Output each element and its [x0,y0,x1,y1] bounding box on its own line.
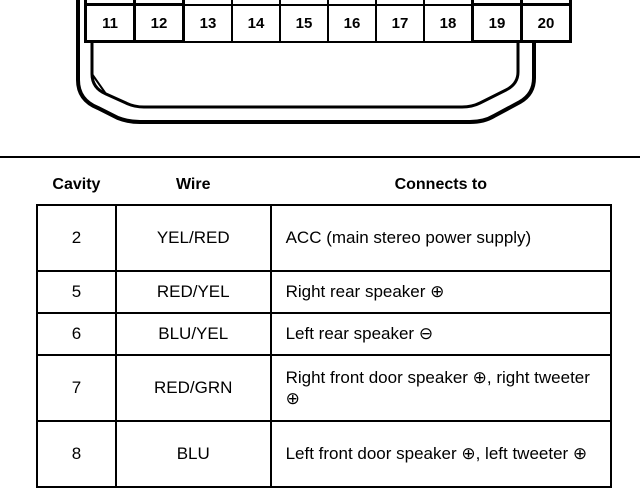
cell-connects-to: Right rear speaker ⊕ [271,271,611,313]
cell-cavity: 8 [37,421,116,487]
pin-cell: 18 [424,5,473,42]
cell-wire: RED/YEL [116,271,271,313]
cell-wire: RED/GRN [116,355,271,421]
wire-table-header-row [37,170,611,205]
wire-table-body [37,205,611,487]
pin-cell: 13 [184,5,233,42]
table-row [37,313,611,355]
cell-cavity: 2 [37,205,116,271]
cell-cavity: 6 [37,313,116,355]
pin-cell: 11 [86,5,135,42]
column-header-connects-to: Connects to [394,176,488,193]
pin-cell: 12 [135,5,184,42]
column-header-cavity: Cavity [52,176,101,193]
pin-grid [84,0,572,43]
table-row [37,271,611,313]
pin-cell: 17 [376,5,424,42]
pin-cell: 14 [232,5,280,42]
pin-cell: 15 [280,5,328,42]
cell-cavity: 7 [37,355,116,421]
column-header-wire: Wire [175,176,211,193]
wire-table-wrap [0,170,640,488]
cell-wire: YEL/RED [116,205,271,271]
wire-table [36,170,612,488]
table-row [37,205,611,271]
table-row [37,355,611,421]
cell-wire: BLU [116,421,271,487]
wire-table-head [37,170,611,205]
pin-row-bottom [86,5,571,42]
cell-connects-to: Right front door speaker ⊕, right tweeter ⊕ [271,355,611,421]
pin-cell: 16 [328,5,376,42]
pin-cell: 19 [473,5,522,42]
cell-cavity: 5 [37,271,116,313]
cell-connects-to: ACC (main stereo power supply) [271,205,611,271]
table-row [37,421,611,487]
connector-diagram [0,0,640,158]
section-divider [0,156,640,158]
cell-connects-to: Left front door speaker ⊕, left tweeter ⊕ [271,421,611,487]
cell-connects-to: Left rear speaker ⊖ [271,313,611,355]
cell-wire: BLU/YEL [116,313,271,355]
pin-cell: 20 [522,5,571,42]
